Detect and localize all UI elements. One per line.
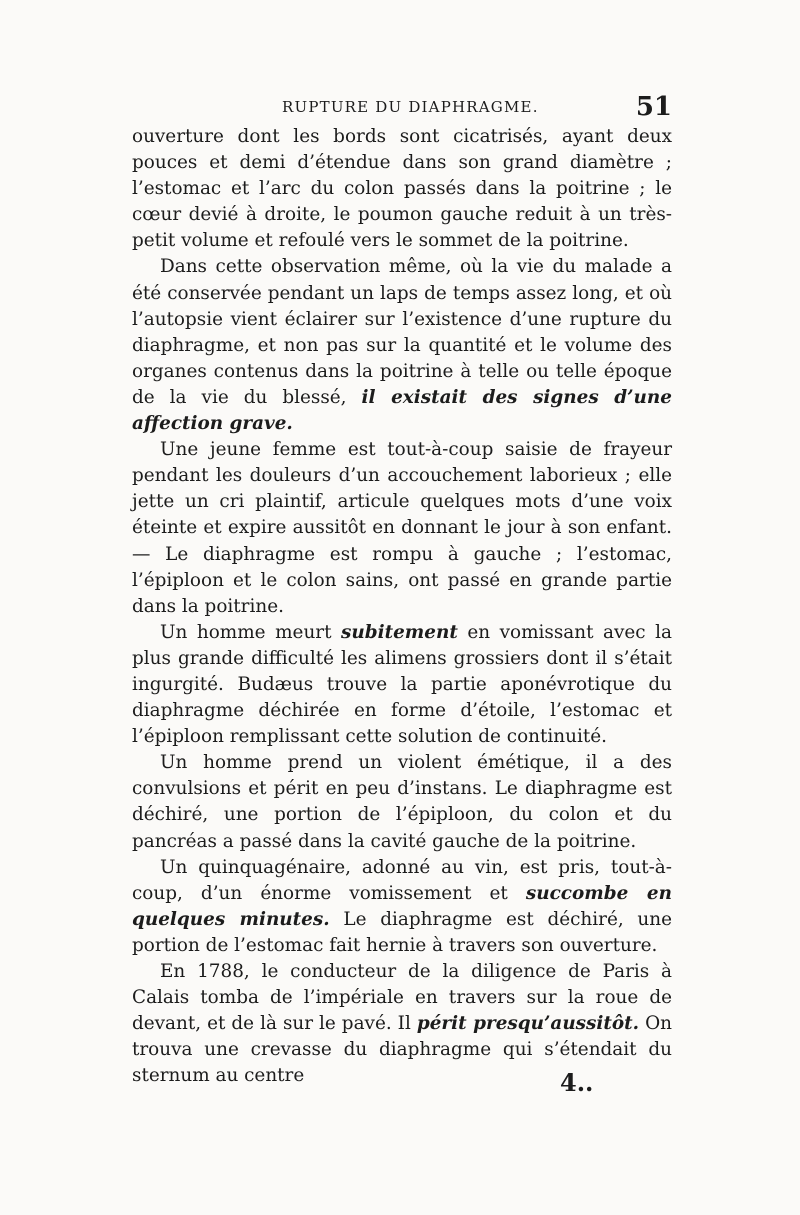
paragraph <box>132 855 672 959</box>
emphasis-text: il existait des signes d’une affection grave. <box>132 386 672 435</box>
paragraph <box>132 750 672 854</box>
paragraph <box>132 620 672 750</box>
body-text <box>132 124 672 1089</box>
paragraph <box>132 437 672 620</box>
signature-mark: 4.. <box>560 1068 594 1097</box>
paragraph-text: On trouva une crevasse du diaphragme qui s’étendait du sternum au centre <box>132 1013 672 1087</box>
paragraph <box>132 254 672 437</box>
paragraph-text: En 1788, le conducteur de la diligence de Paris à Calais tomba de l’impériale en travers sur la roue de devant, et de là sur le pavé. Il <box>132 961 672 1035</box>
paragraph-text: Un quinquagénaire, adonné au vin, est pris, tout-à-coup, d’un énorme vomissement et <box>132 856 672 904</box>
paragraph <box>132 124 672 254</box>
emphasis-text: périt presqu’aussitôt. <box>416 1013 640 1035</box>
running-title: RUPTURE DU DIAPHRAGME. <box>282 98 539 116</box>
paragraph-text: Dans cette observation même, où la vie du malade a été conservée pendant un laps de temps assez long, et où l’autopsie vient éclairer sur l’existence d’une rupture du diaphragme, et non pas sur la quantité et le volume des organes contenus dans la poitrine à telle ou telle époque de la vie du blessé, <box>132 256 672 408</box>
paragraph-text: Le diaphragme est déchiré, une portion de l’estomac fait hernie à travers son ouverture. <box>132 908 672 956</box>
paragraph-text: Un homme meurt <box>160 621 342 643</box>
paragraph-text: ouverture dont les bords sont cicatrisés, ayant deux pouces et demi d’étendue dans son grand diamètre ; l’estomac et l’arc du colon passés dans la poitrine ; le cœur devié à droite, le poumon gauche reduit à un très-petit volume et refoulé vers le sommet de la poitrine. <box>132 126 672 252</box>
page-header <box>132 92 672 122</box>
page-number: 51 <box>635 92 672 122</box>
emphasis-text: succombe en quelques minutes. <box>132 882 672 930</box>
emphasis-text: subitement <box>341 621 458 643</box>
paragraph-text: Une jeune femme est tout-à-coup saisie de frayeur pendant les douleurs d’un accouchement laborieux ; elle jette un cri plaintif, articule quelques mots d’une voix éteinte et expire aussitôt en donnant le jour à son enfant. — Le diaphragme est rompu à gauche ; l’estomac, l’épiploon et le colon sains, ont passé en grande partie dans la poitrine. <box>132 439 672 617</box>
paragraph-text: Un homme prend un violent émétique, il a des convulsions et périt en peu d’instans. Le diaphragme est déchiré, une portion de l’épiploon, du colon et du pancréas a passé dans la cavité gauche de la poitrine. <box>132 752 672 852</box>
paragraph-text: en vomissant avec la plus grande difficulté les alimens grossiers dont il s’était ingurgité. Budæus trouve la partie aponévrotique du diaphragme déchirée en forme d’étoile, l’estomac et l’épiploon remplissant cette solution de continuité. <box>132 621 672 748</box>
